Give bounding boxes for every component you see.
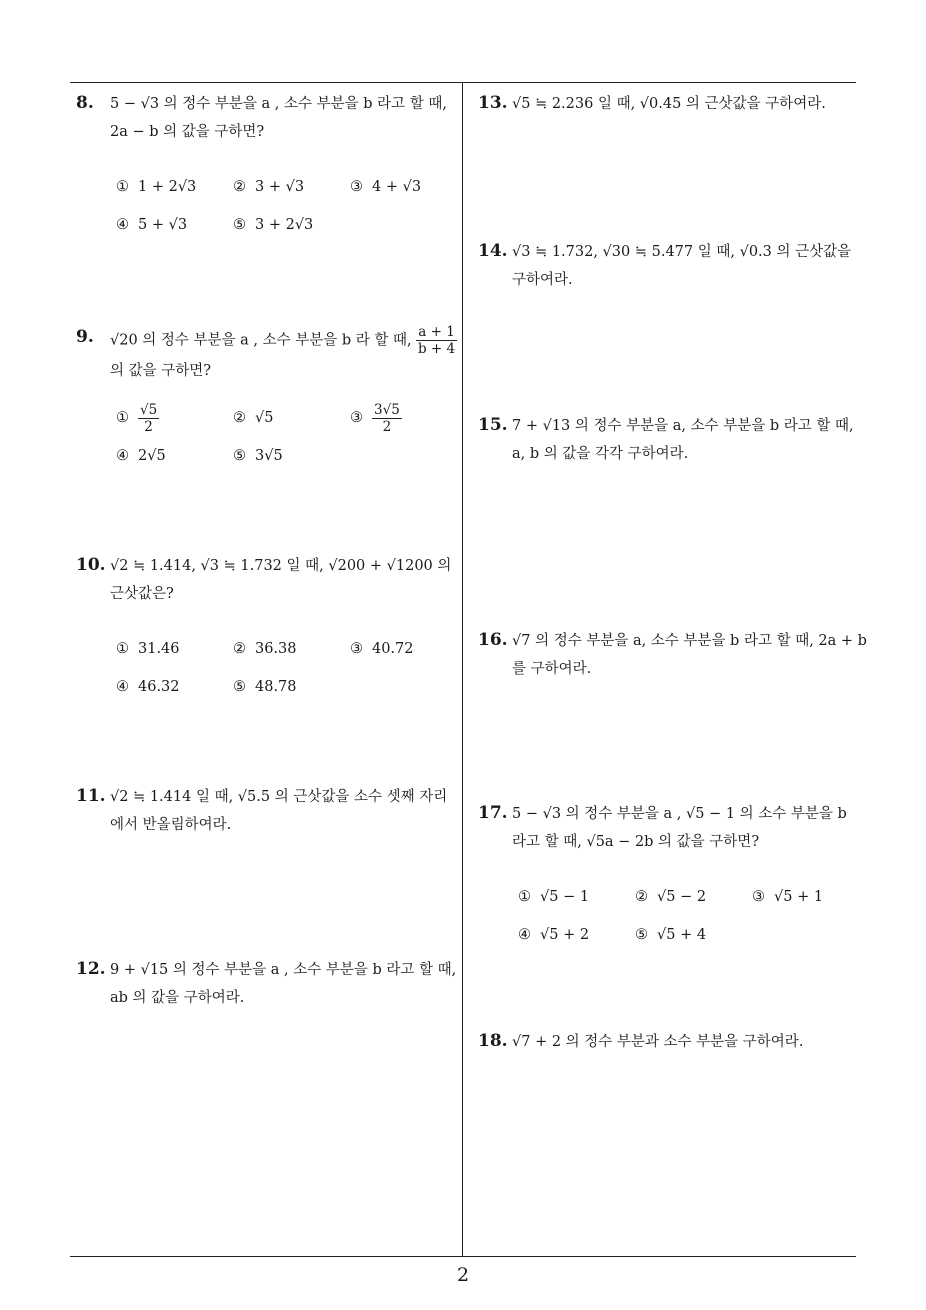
question-text: √5 ≒ 2.236 일 때, √0.45 의 근삿값을 구하여라. bbox=[512, 96, 826, 112]
question-text: √3 ≒ 1.732, √30 ≒ 5.477 일 때, √0.3 의 근삿값을 bbox=[512, 244, 852, 260]
question-text: √20 의 정수 부분을 a , 소수 부분을 b 라 할 때, $\frac{a + 1}{b + 4}$ bbox=[110, 324, 456, 357]
question-number: 17. bbox=[478, 803, 508, 823]
choice-2[interactable]: ② √5 bbox=[233, 410, 274, 426]
question-15 bbox=[478, 412, 854, 468]
choice-2[interactable]: ② √5 − 2 bbox=[635, 889, 707, 905]
question-number: 12. bbox=[76, 959, 106, 979]
choices bbox=[116, 399, 467, 475]
choice-2[interactable]: ② 36.38 bbox=[233, 641, 297, 657]
question-8 bbox=[76, 90, 467, 244]
question-18 bbox=[478, 1028, 803, 1056]
choice-3[interactable]: ③ $\frac{3√5}{2}$ bbox=[350, 401, 400, 435]
choice-1[interactable]: ① 1 + 2√3 bbox=[116, 179, 197, 195]
fraction: $\frac{a + 1}{b + 4}$ bbox=[417, 324, 456, 357]
choice-3[interactable]: ③ √5 + 1 bbox=[752, 889, 824, 905]
question-number: 14. bbox=[478, 241, 508, 261]
question-number: 15. bbox=[478, 415, 508, 435]
choice-3[interactable]: ③ 40.72 bbox=[350, 641, 414, 657]
question-text: 5 − √3 의 정수 부분을 a , √5 − 1 의 소수 부분을 b bbox=[512, 806, 847, 822]
question-text: 를 구하여라. bbox=[512, 661, 592, 677]
question-number: 18. bbox=[478, 1031, 508, 1051]
choice-5[interactable]: ⑤ 3 + 2√3 bbox=[233, 217, 314, 233]
choice-1[interactable]: ① 31.46 bbox=[116, 641, 180, 657]
question-number: 10. bbox=[76, 555, 106, 575]
bottom-rule bbox=[70, 1256, 856, 1257]
choice-2[interactable]: ② 3 + √3 bbox=[233, 179, 305, 195]
question-17 bbox=[478, 800, 869, 954]
choice-4[interactable]: ④ 5 + √3 bbox=[116, 217, 188, 233]
question-number: 13. bbox=[478, 93, 508, 113]
question-text: 근삿값은? bbox=[110, 586, 174, 602]
choice-1[interactable]: ① $\frac{√5}{2}$ bbox=[116, 401, 158, 435]
choice-4[interactable]: ④ √5 + 2 bbox=[518, 927, 590, 943]
question-12 bbox=[76, 956, 456, 1012]
question-14 bbox=[478, 238, 851, 294]
question-number: 11. bbox=[76, 786, 106, 806]
question-text: 라고 할 때, √5a − 2b 의 값을 구하면? bbox=[512, 834, 760, 850]
choice-5[interactable]: ⑤ √5 + 4 bbox=[635, 927, 707, 943]
choice-3[interactable]: ③ 4 + √3 bbox=[350, 179, 422, 195]
choice-4[interactable]: ④ 46.32 bbox=[116, 679, 180, 695]
choices bbox=[518, 878, 869, 954]
question-number: 8. bbox=[76, 93, 94, 113]
question-text: 구하여라. bbox=[512, 272, 573, 288]
question-13 bbox=[478, 90, 826, 118]
choice-4[interactable]: ④ 2√5 bbox=[116, 448, 166, 464]
page-number: 2 bbox=[456, 1264, 470, 1286]
question-number: 16. bbox=[478, 630, 508, 650]
choice-5[interactable]: ⑤ 48.78 bbox=[233, 679, 297, 695]
question-text: 에서 반올림하여라. bbox=[110, 817, 232, 833]
question-text: √2 ≒ 1.414 일 때, √5.5 의 근삿값을 소수 셋째 자리 bbox=[110, 789, 448, 805]
question-text: √7 + 2 의 정수 부분과 소수 부분을 구하여라. bbox=[512, 1034, 804, 1050]
choice-5[interactable]: ⑤ 3√5 bbox=[233, 448, 283, 464]
choices bbox=[116, 630, 467, 706]
question-11 bbox=[76, 783, 447, 839]
question-number: 9. bbox=[76, 327, 94, 347]
top-rule bbox=[70, 82, 856, 83]
question-text: 9 + √15 의 정수 부분을 a , 소수 부분을 b 라고 할 때, bbox=[110, 962, 457, 978]
choice-1[interactable]: ① √5 − 1 bbox=[518, 889, 590, 905]
question-10 bbox=[76, 552, 467, 706]
question-16 bbox=[478, 627, 867, 683]
question-text: √2 ≒ 1.414, √3 ≒ 1.732 일 때, √200 + √1200 의 bbox=[110, 558, 452, 574]
question-9 bbox=[76, 324, 467, 475]
question-text: √7 의 정수 부분을 a, 소수 부분을 b 라고 할 때, 2a + b bbox=[512, 633, 867, 649]
question-text: ab 의 값을 구하여라. bbox=[110, 990, 245, 1006]
choices bbox=[116, 168, 467, 244]
question-text: a, b 의 값을 각각 구하여라. bbox=[512, 446, 689, 462]
question-text: 의 값을 구하면? bbox=[110, 363, 212, 379]
question-text: 2a − b 의 값을 구하면? bbox=[110, 124, 265, 140]
question-text: 7 + √13 의 정수 부분을 a, 소수 부분을 b 라고 할 때, bbox=[512, 418, 854, 434]
question-text: 5 − √3 의 정수 부분을 a , 소수 부분을 b 라고 할 때, bbox=[110, 96, 448, 112]
